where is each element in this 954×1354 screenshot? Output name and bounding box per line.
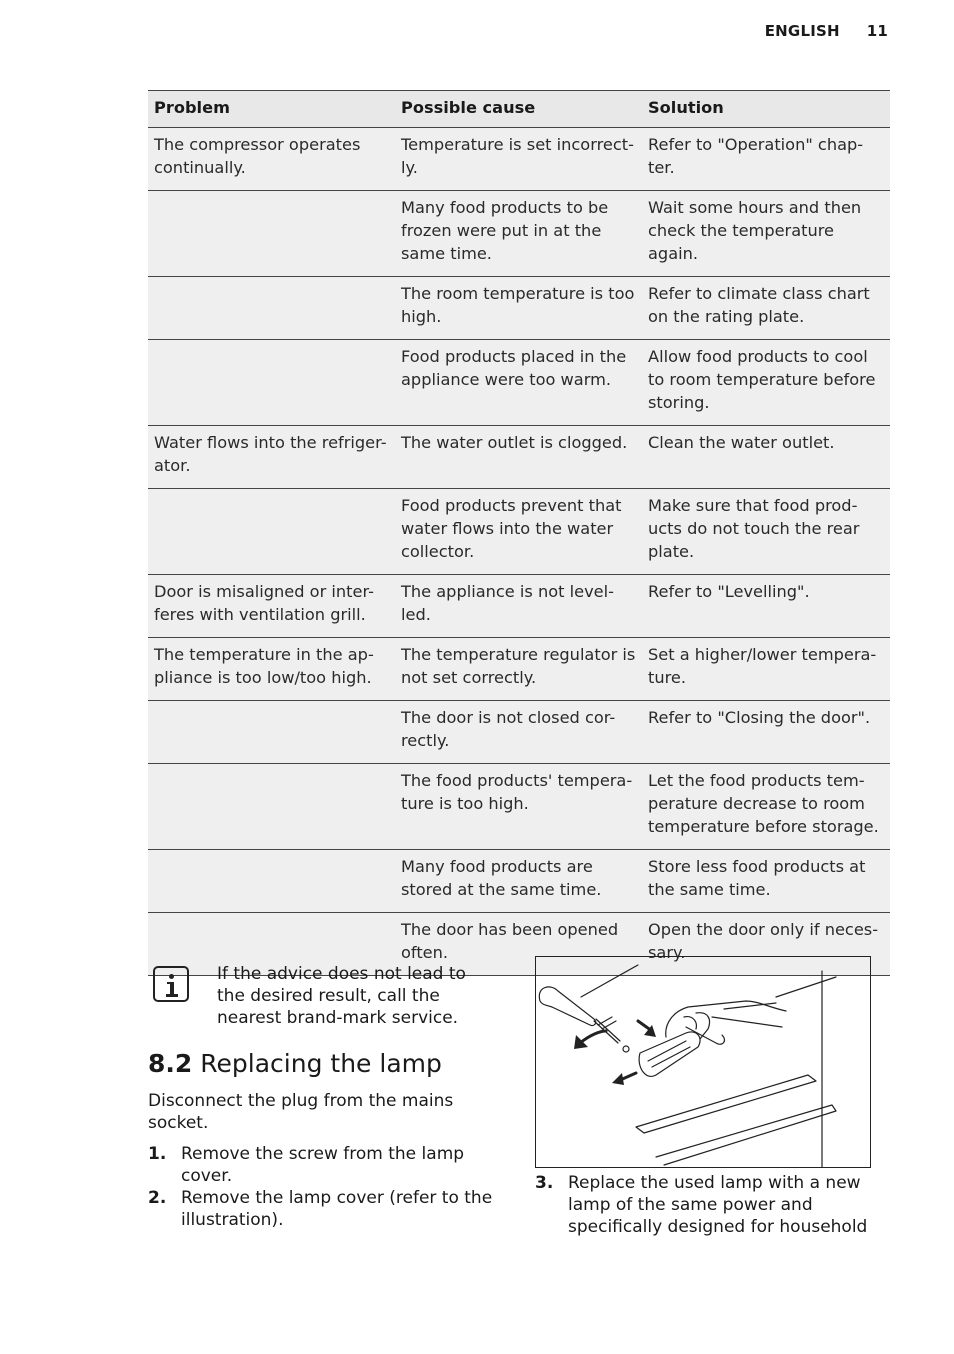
cause-cell: The door has been opened often. (395, 913, 642, 976)
table-header-row (148, 91, 890, 128)
solution-cell: Store less food products at the same time. (642, 850, 890, 913)
list-item (535, 1172, 880, 1238)
solution-cell: Allow food products to cool to room temperature before storing. (642, 340, 890, 426)
page-header (765, 22, 888, 40)
solution-cell: Set a higher/lower tempera-ture. (642, 638, 890, 701)
step-number: 2. (148, 1188, 167, 1208)
info-icon (153, 966, 189, 1002)
cause-cell: The room temperature is too high. (395, 277, 642, 340)
table-row (148, 426, 890, 489)
solution-cell: Refer to "Operation" chap-ter. (642, 128, 890, 191)
solution-cell: Clean the water outlet. (642, 426, 890, 489)
table-row (148, 277, 890, 340)
lamp-cover-removal-illustration (535, 956, 871, 1168)
step-number: 1. (148, 1144, 167, 1164)
cause-cell: Food products placed in the appliance were too warm. (395, 340, 642, 426)
cause-cell: Food products prevent that water flows into the water collector. (395, 489, 642, 575)
solution-cell: Make sure that food prod-ucts do not touch the rear plate. (642, 489, 890, 575)
table-row (148, 701, 890, 764)
problem-cell: Door is misaligned or inter-feres with ventilation grill. (148, 575, 395, 638)
table-row (148, 850, 890, 913)
note-text: If the advice does not lead to the desired result, call the nearest brand-mark service. (217, 964, 466, 1028)
cause-cell: Temperature is set incorrect-ly. (395, 128, 642, 191)
section-title-text: Replacing the lamp (200, 1049, 442, 1078)
cause-cell: The appliance is not level-led. (395, 575, 642, 638)
table-row (148, 575, 890, 638)
solution-cell: Open the door only if neces-sary. (642, 913, 890, 976)
solution-cell: Wait some hours and then check the temperature again. (642, 191, 890, 277)
problem-cell: The temperature in the ap-pliance is too low/too high. (148, 638, 395, 701)
table-row (148, 128, 890, 191)
section-heading (148, 1048, 442, 1080)
problem-cell (148, 701, 395, 764)
problem-cell (148, 764, 395, 850)
problem-cell (148, 277, 395, 340)
steps-list (148, 1143, 508, 1231)
steps-list-continued (535, 1172, 880, 1238)
problem-cell (148, 340, 395, 426)
problem-cell: The compressor operates continually. (148, 128, 395, 191)
cause-cell: The temperature regulator is not set correctly. (395, 638, 642, 701)
cause-cell: Many food products are stored at the same time. (395, 850, 642, 913)
section-number: 8.2 (148, 1049, 193, 1078)
problem-cell (148, 850, 395, 913)
step-text: Remove the lamp cover (refer to the illustration). (181, 1188, 493, 1230)
problem-cell: Water flows into the refriger-ator. (148, 426, 395, 489)
list-item (148, 1187, 508, 1231)
solution-cell: Refer to climate class chart on the rating plate. (642, 277, 890, 340)
step-text: Remove the screw from the lamp cover. (181, 1144, 465, 1186)
solution-cell: Let the food products tem-perature decrease to room temperature before storage. (642, 764, 890, 850)
table-row (148, 638, 890, 701)
problem-cell (148, 191, 395, 277)
troubleshooting-table (148, 90, 890, 976)
header-problem: Problem (148, 91, 395, 128)
table-row (148, 489, 890, 575)
table-row (148, 340, 890, 426)
list-item (148, 1143, 508, 1187)
intro-paragraph: Disconnect the plug from the mains socket. (148, 1091, 454, 1133)
cause-cell: The door is not closed cor-rectly. (395, 701, 642, 764)
problem-cell (148, 489, 395, 575)
step-number: 3. (535, 1173, 554, 1193)
header-language: ENGLISH (764, 22, 840, 40)
cause-cell: The food products' tempera-ture is too high. (395, 764, 642, 850)
table-row (148, 764, 890, 850)
header-solution: Solution (642, 91, 890, 128)
table-row (148, 191, 890, 277)
solution-cell: Refer to "Closing the door". (642, 701, 890, 764)
cause-cell: The water outlet is clogged. (395, 426, 642, 489)
step-text: Replace the used lamp with a new lamp of the same power and specifically designed for household (568, 1173, 868, 1237)
cause-cell: Many food products to be frozen were put in at the same time. (395, 191, 642, 277)
page-number: 11 (866, 22, 888, 40)
solution-cell: Refer to "Levelling". (642, 575, 890, 638)
header-possible-cause: Possible cause (395, 91, 642, 128)
